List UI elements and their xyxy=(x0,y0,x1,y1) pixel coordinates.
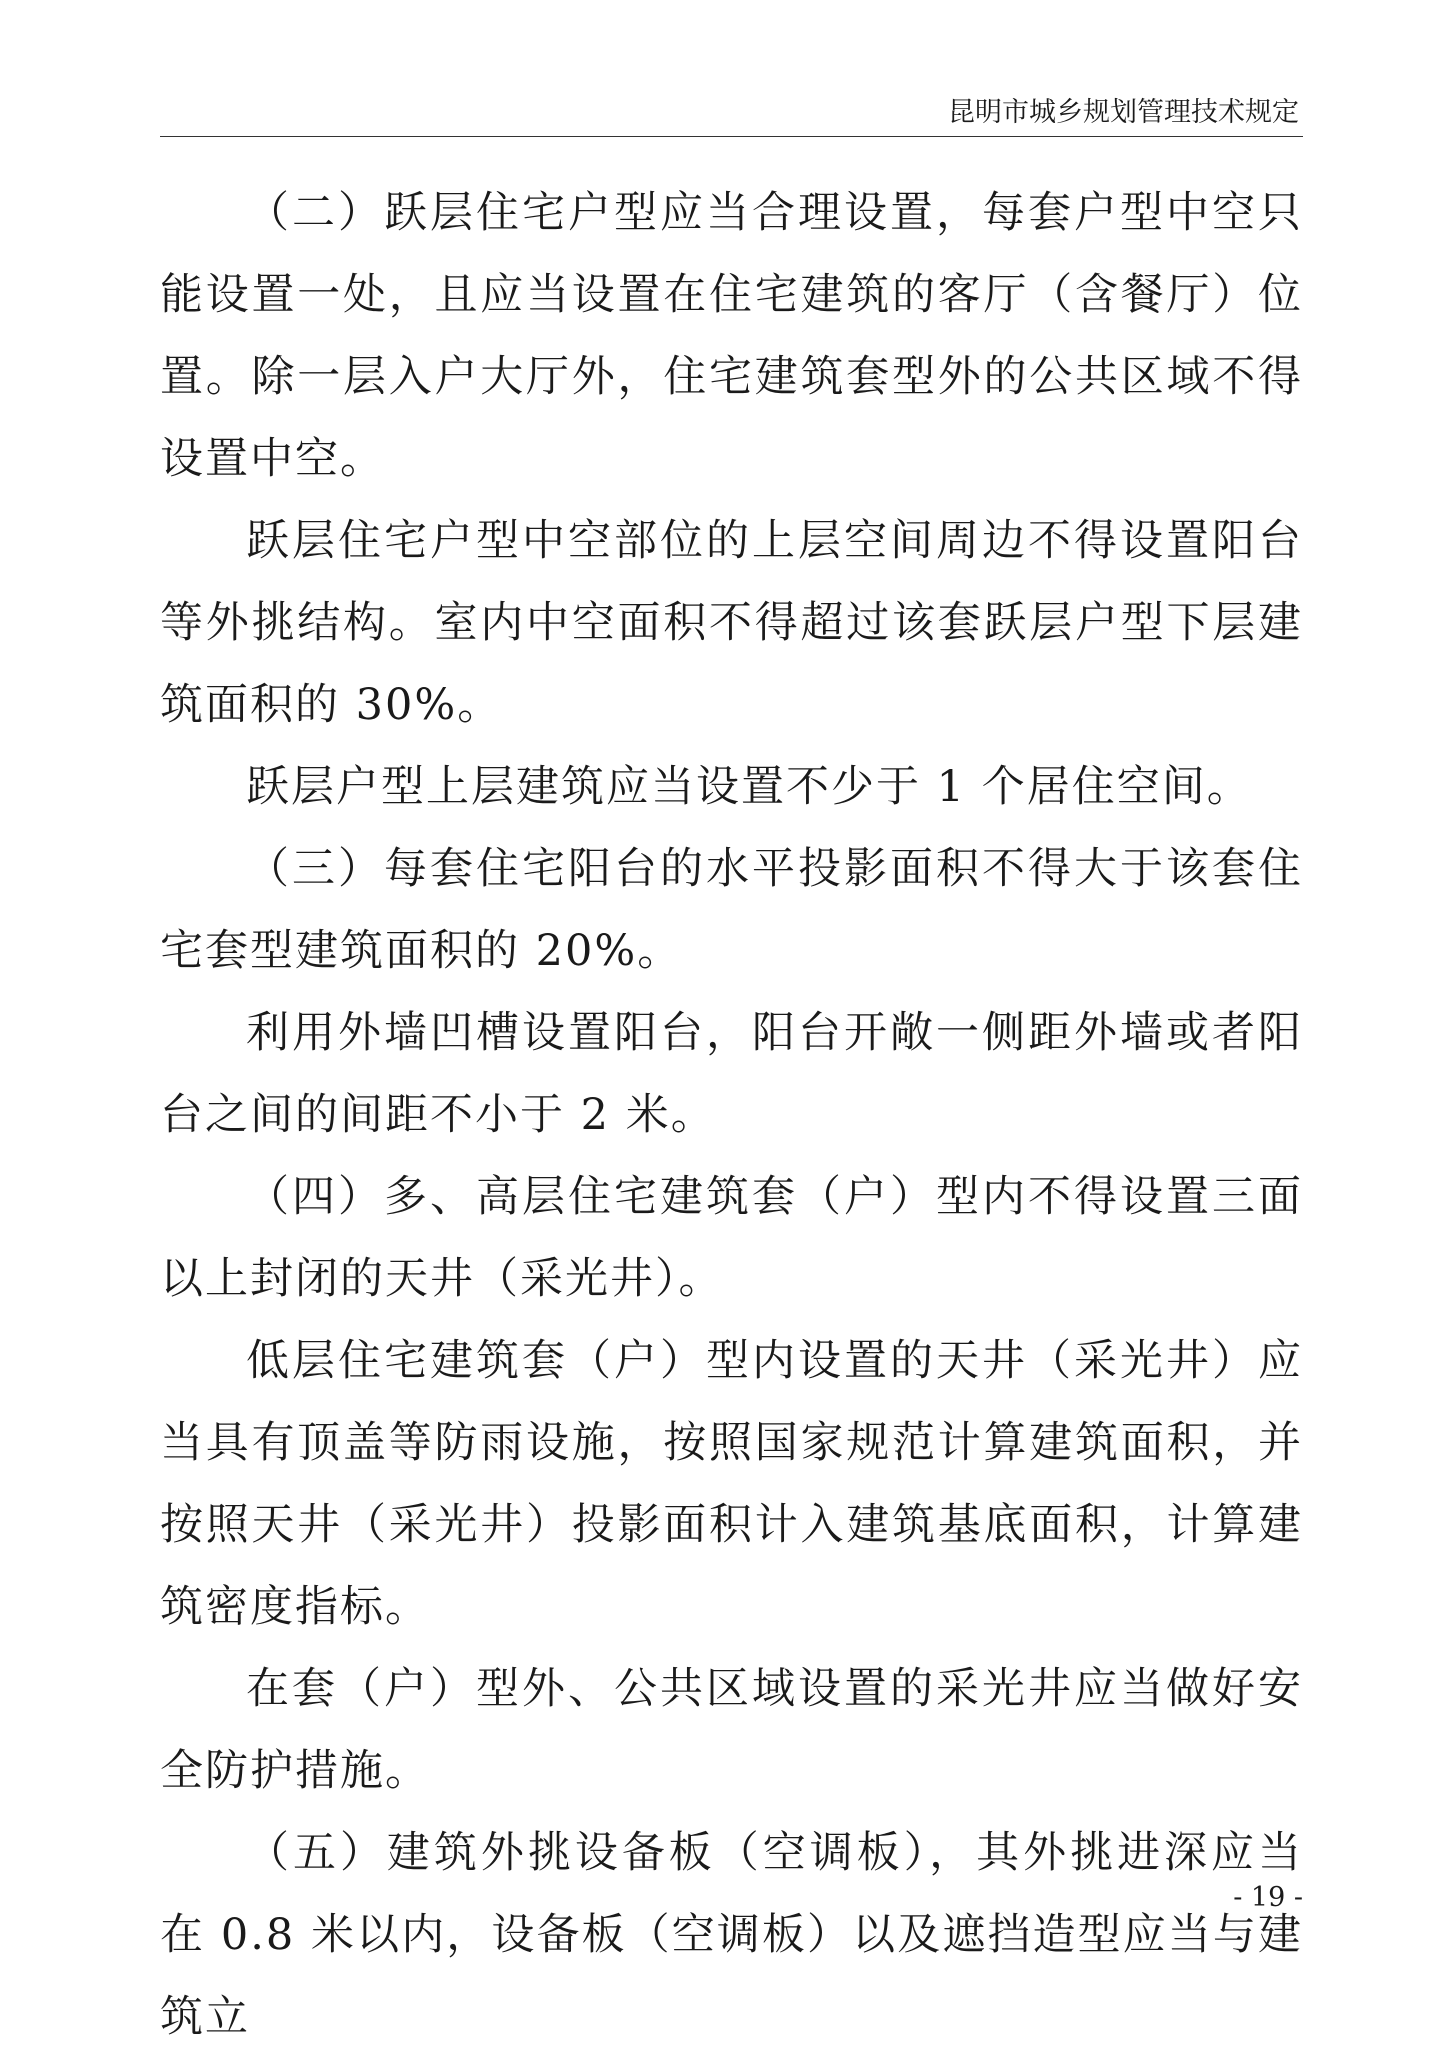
paragraph-5: 利用外墙凹槽设置阳台，阳台开敞一侧距外墙或者阳台之间的间距不小于 2 米。 xyxy=(160,1008,1303,1140)
header-title: 昆明市城乡规划管理技术规定 xyxy=(948,97,1299,128)
document-body xyxy=(160,172,1303,2058)
paragraph-2: 跃层住宅户型中空部位的上层空间周边不得设置阳台等外挑结构。室内中空面积不得超过该套跃层户型下层建筑面积的 30%。 xyxy=(160,516,1303,730)
paragraph-7: 低层住宅建筑套（户）型内设置的天井（采光井）应当具有顶盖等防雨设施，按照国家规范计算建筑面积，并按照天井（采光井）投影面积计入建筑基底面积，计算建筑密度指标。 xyxy=(160,1336,1303,1632)
page-header xyxy=(160,96,1303,137)
paragraph-9: （五）建筑外挑设备板（空调板），其外挑进深应当在 0.8 米以内，设备板（空调板）以及遮挡造型应当与建筑立 xyxy=(160,1828,1303,2042)
page-number: - 19 - xyxy=(1233,1882,1303,1913)
paragraph-3: 跃层户型上层建筑应当设置不少于 1 个居住空间。 xyxy=(246,762,1252,812)
paragraph-1: （二）跃层住宅户型应当合理设置，每套户型中空只能设置一处，且应当设置在住宅建筑的客厅（含餐厅）位置。除一层入户大厅外，住宅建筑套型外的公共区域不得设置中空。 xyxy=(160,188,1303,484)
paragraph-6: （四）多、高层住宅建筑套（户）型内不得设置三面以上封闭的天井（采光井）。 xyxy=(160,1172,1303,1304)
paragraph-8: 在套（户）型外、公共区域设置的采光井应当做好安全防护措施。 xyxy=(160,1664,1303,1796)
paragraph-4: （三）每套住宅阳台的水平投影面积不得大于该套住宅套型建筑面积的 20%。 xyxy=(160,844,1303,976)
